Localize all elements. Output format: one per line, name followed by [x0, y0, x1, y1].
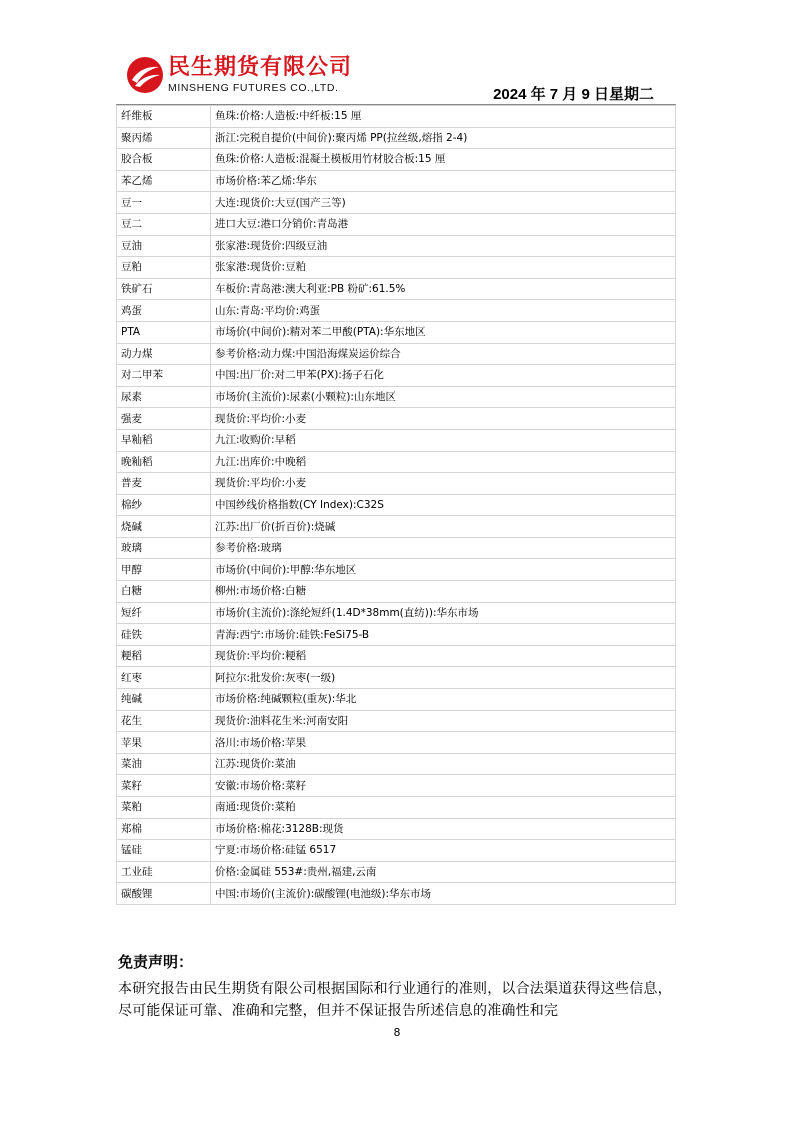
commodity-name-cell: 普麦 [117, 473, 211, 495]
price-source-cell: 参考价格:动力煤:中国沿海煤炭运价综合 [211, 343, 676, 365]
table-row [117, 624, 676, 646]
table-row [117, 537, 676, 559]
table-row [117, 170, 676, 192]
table-row [117, 710, 676, 732]
table-row [117, 278, 676, 300]
price-source-cell: 江苏:现货价:菜油 [211, 753, 676, 775]
price-source-cell: 中国:市场价(主流价):碳酸锂(电池级):华东市场 [211, 883, 676, 905]
commodity-name-cell: 豆二 [117, 213, 211, 235]
commodity-name-cell: 菜油 [117, 753, 211, 775]
table-row [117, 408, 676, 430]
commodity-name-cell: 短纤 [117, 602, 211, 624]
table-row [117, 818, 676, 840]
price-source-cell: 现货价:平均价:小麦 [211, 408, 676, 430]
price-source-cell: 参考价格:玻璃 [211, 537, 676, 559]
price-source-cell: 南通:现货价:菜粕 [211, 797, 676, 819]
table-row [117, 365, 676, 387]
logo-chinese-name: 民生期货有限公司 [168, 55, 353, 80]
table-row [117, 581, 676, 603]
table-row [117, 883, 676, 905]
disclaimer-body: 本研究报告由民生期货有限公司根据国际和行业通行的准则，以合法渠道获得这些信息，尽可能保证可靠、准确和完整，但并不保证报告所述信息的准确性和完 [118, 981, 672, 1019]
price-source-cell: 车板价:青岛港:澳大利亚:PB 粉矿:61.5% [211, 278, 676, 300]
page-header [0, 0, 794, 106]
price-source-cell: 张家港:现货价:豆粕 [211, 257, 676, 279]
commodity-name-cell: 烧碱 [117, 516, 211, 538]
price-source-cell: 大连:现货价:大豆(国产三等) [211, 192, 676, 214]
table-row [117, 321, 676, 343]
table-row [117, 775, 676, 797]
table-row [117, 429, 676, 451]
table-row [117, 667, 676, 689]
price-source-cell: 价格:金属硅 553#:贵州,福建,云南 [211, 861, 676, 883]
table-row [117, 753, 676, 775]
commodity-price-source-table [116, 105, 676, 905]
commodity-name-cell: 豆粕 [117, 257, 211, 279]
table-row [117, 192, 676, 214]
disclaimer-section [118, 952, 678, 1022]
price-source-cell: 中国:出厂价:对二甲苯(PX):扬子石化 [211, 365, 676, 387]
commodity-name-cell: PTA [117, 321, 211, 343]
commodity-name-cell: 碳酸锂 [117, 883, 211, 905]
table-row [117, 149, 676, 171]
report-date: 2024 年 7 月 9 日星期二 [493, 86, 654, 103]
commodity-name-cell: 早籼稻 [117, 429, 211, 451]
commodity-name-cell: 强麦 [117, 408, 211, 430]
price-source-cell: 中国纱线价格指数(CY Index):C32S [211, 494, 676, 516]
commodity-name-cell: 聚丙烯 [117, 127, 211, 149]
price-source-cell: 九江:出库价:中晚稻 [211, 451, 676, 473]
commodity-name-cell: 锰硅 [117, 840, 211, 862]
price-source-cell: 柳州:市场价格:白糖 [211, 581, 676, 603]
commodity-name-cell: 对二甲苯 [117, 365, 211, 387]
price-source-cell: 宁夏:市场价格:硅锰 6517 [211, 840, 676, 862]
commodity-name-cell: 花生 [117, 710, 211, 732]
commodity-name-cell: 苯乙烯 [117, 170, 211, 192]
commodity-name-cell: 硅铁 [117, 624, 211, 646]
price-source-cell: 青海:西宁:市场价:硅铁:FeSi75-B [211, 624, 676, 646]
commodity-name-cell: 铁矿石 [117, 278, 211, 300]
price-source-cell: 现货价:平均价:粳稻 [211, 645, 676, 667]
price-source-cell: 洛川:市场价格:苹果 [211, 732, 676, 754]
commodity-name-cell: 棉纱 [117, 494, 211, 516]
price-source-cell: 市场价格:苯乙烯:华东 [211, 170, 676, 192]
commodity-name-cell: 菜粕 [117, 797, 211, 819]
commodity-name-cell: 郑棉 [117, 818, 211, 840]
table-row [117, 127, 676, 149]
commodity-name-cell: 纤维板 [117, 106, 211, 128]
minsheng-logo-icon [126, 56, 164, 94]
price-source-cell: 市场价格:纯碱颗粒(重灰):华北 [211, 689, 676, 711]
price-source-cell: 市场价格:棉花:3128B:现货 [211, 818, 676, 840]
table-row [117, 602, 676, 624]
table-row [117, 689, 676, 711]
table-row [117, 106, 676, 128]
table-row [117, 840, 676, 862]
commodity-name-cell: 尿素 [117, 386, 211, 408]
table-row [117, 732, 676, 754]
price-source-cell: 山东:青岛:平均价:鸡蛋 [211, 300, 676, 322]
table-row [117, 861, 676, 883]
table-row [117, 516, 676, 538]
price-source-cell: 浙江:完税自提价(中间价):聚丙烯 PP(拉丝级,熔指 2-4) [211, 127, 676, 149]
commodity-name-cell: 豆一 [117, 192, 211, 214]
table-row [117, 559, 676, 581]
price-source-cell: 九江:收购价:早稻 [211, 429, 676, 451]
commodity-name-cell: 纯碱 [117, 689, 211, 711]
table-row [117, 213, 676, 235]
commodity-name-cell: 玻璃 [117, 537, 211, 559]
commodity-name-cell: 粳稻 [117, 645, 211, 667]
commodity-name-cell: 红枣 [117, 667, 211, 689]
logo-english-name: MINSHENG FUTURES CO.,LTD. [168, 82, 339, 94]
page-number: 8 [393, 1026, 401, 1039]
price-source-cell: 鱼珠:价格:人造板:中纤板:15 厘 [211, 106, 676, 128]
commodity-name-cell: 动力煤 [117, 343, 211, 365]
commodity-name-cell: 晚籼稻 [117, 451, 211, 473]
table-row [117, 386, 676, 408]
commodity-name-cell: 鸡蛋 [117, 300, 211, 322]
table-row [117, 451, 676, 473]
price-source-cell: 市场价(主流价):尿素(小颗粒):山东地区 [211, 386, 676, 408]
price-source-cell: 安徽:市场价格:菜籽 [211, 775, 676, 797]
commodity-name-cell: 白糖 [117, 581, 211, 603]
company-logo [126, 52, 366, 102]
price-source-cell: 鱼珠:价格:人造板:混凝土模板用竹材胶合板:15 厘 [211, 149, 676, 171]
commodity-name-cell: 甲醇 [117, 559, 211, 581]
price-source-cell: 江苏:出厂价(折百价):烧碱 [211, 516, 676, 538]
table-row [117, 257, 676, 279]
table-row [117, 473, 676, 495]
table-row [117, 235, 676, 257]
table-row [117, 494, 676, 516]
table-row [117, 300, 676, 322]
table-body [117, 106, 676, 905]
table-row [117, 797, 676, 819]
commodity-name-cell: 工业硅 [117, 861, 211, 883]
table-row [117, 343, 676, 365]
commodity-name-cell: 苹果 [117, 732, 211, 754]
price-source-cell: 市场价(中间价):甲醇:华东地区 [211, 559, 676, 581]
commodity-name-cell: 豆油 [117, 235, 211, 257]
price-source-cell: 进口大豆:港口分销价:青岛港 [211, 213, 676, 235]
price-source-cell: 市场价(主流价):涤纶短纤(1.4D*38mm(直纺)):华东市场 [211, 602, 676, 624]
table-row [117, 645, 676, 667]
price-source-cell: 阿拉尔:批发价:灰枣(一级) [211, 667, 676, 689]
disclaimer-title: 免责声明： [118, 953, 194, 971]
price-source-cell: 市场价(中间价):精对苯二甲酸(PTA):华东地区 [211, 321, 676, 343]
commodity-name-cell: 胶合板 [117, 149, 211, 171]
price-source-cell: 现货价:平均价:小麦 [211, 473, 676, 495]
commodity-name-cell: 菜籽 [117, 775, 211, 797]
price-source-cell: 张家港:现货价:四级豆油 [211, 235, 676, 257]
price-source-cell: 现货价:油料花生米:河南安阳 [211, 710, 676, 732]
